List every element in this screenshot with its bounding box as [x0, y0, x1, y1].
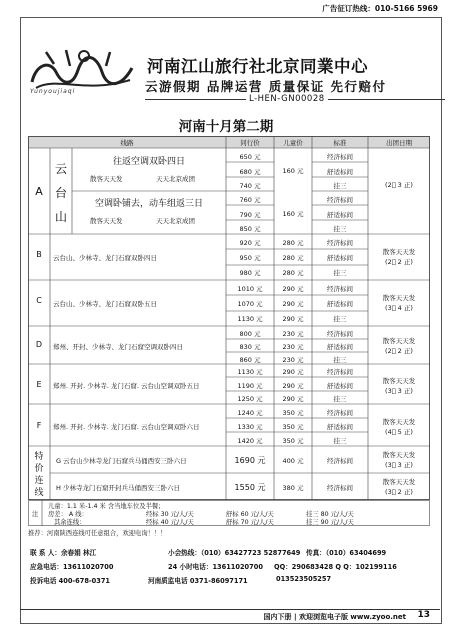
special-label-char: 连	[34, 476, 44, 486]
price-cell: 1330 元	[237, 423, 263, 431]
col-header-price: 同行价	[240, 139, 260, 147]
group-letter-a: A	[35, 185, 43, 198]
standard-cell: 经济标间	[327, 330, 353, 338]
price-cell: 860 元	[239, 356, 261, 364]
place-char: 云	[54, 162, 67, 176]
route-title: 云台山、少林寺、龙门石窟双卧五日	[53, 300, 157, 308]
dates-cell: 散客天天发	[382, 451, 416, 459]
price-cell: 650 元	[239, 153, 261, 161]
child-price-cell: 350 元	[282, 409, 304, 417]
price-cell: 760 元	[239, 196, 261, 204]
child-price-cell: 230 元	[282, 343, 304, 351]
standard-cell: 挂三	[333, 437, 347, 445]
col-header-child-price: 儿童价	[283, 139, 303, 147]
child-price-cell: 280 元	[282, 254, 304, 262]
group-letter-e: E	[36, 380, 42, 389]
contact-complaint: 投诉电话 400-678-0371	[30, 577, 111, 585]
col-header-route: 线路	[120, 139, 134, 147]
route-note: 散客天天发	[90, 217, 123, 225]
price-cell: 790 元	[239, 211, 261, 219]
place-char: 山	[54, 210, 67, 224]
dates-cell: (3⃣ 3 正)	[385, 461, 413, 469]
tour-price-table	[28, 136, 430, 500]
price-cell: 1420 元	[237, 437, 263, 445]
standard-cell: 舒适标间	[327, 423, 353, 431]
dates-cell: 散客天天发	[382, 377, 416, 385]
dates-cell: (2⃣ 2 正)	[385, 258, 413, 266]
child-price-cell: 400 元	[282, 457, 304, 465]
standard-cell: 舒适标间	[327, 168, 353, 176]
price-cell: 1550 元	[234, 483, 266, 492]
price-cell: 1250 元	[237, 395, 263, 403]
child-price-cell: 380 元	[282, 484, 304, 492]
standard-cell: 经济标间	[327, 285, 353, 293]
footer-divider	[20, 609, 440, 610]
child-price-cell: 350 元	[282, 423, 304, 431]
agency-slogan: 云游假期 品牌运营 质量保证 先行赔付	[145, 79, 387, 94]
child-price-cell: 230 元	[282, 330, 304, 338]
price-cell: 850 元	[239, 225, 261, 233]
contact-mobile: 013523505257	[276, 575, 332, 583]
price-cell: 740 元	[239, 182, 261, 190]
dates-cell: (2⃣ 3 正)	[385, 181, 413, 189]
standard-cell: 挂三	[333, 315, 347, 323]
special-label-char: 特	[34, 452, 44, 462]
child-price-cell: 290 元	[282, 382, 304, 390]
group-letter-f: F	[36, 421, 42, 430]
col-header-dates: 出团日期	[386, 139, 412, 147]
price-cell: 830 元	[239, 343, 261, 351]
child-price-cell: 290 元	[282, 315, 304, 323]
recommend-note: 推荐：河南陕西连线可任意组合，欢迎电询！！！	[28, 530, 167, 537]
child-price-cell: 230 元	[282, 356, 304, 364]
route-title: H 少林寺龙门石窟开封兵马俑西安三卧六日	[56, 484, 180, 492]
price-cell: 1130 元	[237, 368, 263, 376]
standard-cell: 经济标间	[327, 239, 353, 247]
notes-line: 经标 40 元/人/天	[146, 519, 194, 526]
route-title: 云台山、少林寺、龙门石窟双卧四日	[53, 254, 157, 262]
notes-line: 挂三 80 元/人/天	[306, 511, 354, 518]
notes-line: 舒标 70 元/人/天	[226, 519, 274, 526]
dates-cell: 散客天天发	[382, 337, 416, 345]
route-title: 郑州. 开封. 少林寺. 龙门石窟. 云台山空调双卧六日	[53, 423, 200, 431]
child-price-cell: 280 元	[282, 239, 304, 247]
permit-number: L-HEN-GN00028	[246, 94, 328, 104]
ad-hotline: 广告征订热线：010-5166 5969	[322, 4, 438, 13]
price-cell: 1010 元	[237, 285, 263, 293]
standard-cell: 舒适标间	[327, 343, 353, 351]
notes-line: 房差： A 线：	[48, 511, 88, 518]
standard-cell: 挂三	[333, 225, 347, 233]
footer-text: 国内下册 | 欢迎浏览电子版 www.zyoo.net	[263, 613, 406, 621]
price-cell: 980 元	[239, 269, 261, 277]
price-cell: 680 元	[239, 168, 261, 176]
special-label-char: 价	[34, 464, 44, 474]
child-price-cell: 290 元	[282, 300, 304, 308]
price-cell: 920 元	[239, 239, 261, 247]
page-number: 13	[417, 610, 430, 620]
standard-cell: 经济标间	[327, 409, 353, 417]
child-price-cell: 290 元	[282, 285, 304, 293]
notes-line: 舒标 60 元/人/天	[226, 511, 274, 518]
dates-cell: 散客天天发	[382, 294, 416, 302]
contact-quality: 河南质监电话 0371-86097171	[148, 577, 248, 585]
route-title: G 云台山少林寺龙门石窟兵马俑西安三卧六日	[56, 457, 187, 465]
notes-line: 经标 30 元/人/天	[146, 511, 194, 518]
place-char: 台	[54, 186, 67, 200]
standard-cell: 舒适标间	[327, 211, 353, 219]
standard-cell: 舒适标间	[327, 300, 353, 308]
dates-cell: (3⃣ 3 正)	[385, 387, 413, 395]
price-cell: 950 元	[239, 254, 261, 262]
col-header-standard: 标准	[333, 139, 347, 147]
logo-subtitle: Yunyoujiaqi	[30, 88, 76, 95]
dates-cell: 散客天天发	[382, 478, 416, 486]
notes-line: 其余连线：	[54, 519, 86, 526]
standard-cell: 挂三	[333, 269, 347, 277]
route-title: 空调卧铺去，动车组返三日	[94, 199, 203, 209]
notes-label: 注	[32, 511, 39, 518]
standard-cell: 经济标间	[327, 484, 353, 492]
route-note: 散客天天发	[90, 175, 123, 183]
page-title: 河南十月第二期	[178, 119, 274, 135]
dates-cell: (3⃣ 2 正)	[385, 488, 413, 496]
standard-cell: 经济标间	[327, 196, 353, 204]
notes-line: 挂三 90 元/人/天	[306, 519, 354, 526]
route-title: 郑州、开封、少林寺、龙门石窟空调双卧四日	[53, 343, 183, 351]
dates-cell: (2⃣ 2 正)	[385, 347, 413, 355]
price-cell: 1070 元	[237, 300, 263, 308]
price-cell: 1240 元	[237, 409, 263, 417]
standard-cell: 舒适标间	[327, 382, 353, 390]
standard-cell: 舒适标间	[327, 254, 353, 262]
group-letter-c: C	[36, 296, 42, 305]
child-price-cell: 160 元	[282, 210, 304, 218]
standard-cell: 挂三	[333, 182, 347, 190]
child-price-cell: 350 元	[282, 437, 304, 445]
route-title: 往返空调双卧四日	[112, 157, 185, 167]
route-title: 郑州. 开封. 少林寺. 龙门石窟. 云台山空调双卧五日	[53, 382, 200, 390]
price-cell: 800 元	[239, 330, 261, 338]
child-price-cell: 160 元	[282, 167, 304, 175]
standard-cell: 挂三	[333, 356, 347, 364]
special-label-char: 线	[34, 488, 44, 498]
price-cell: 1690 元	[234, 456, 266, 465]
route-note: 天天北京成团	[156, 175, 195, 183]
price-cell: 1130 元	[237, 315, 263, 323]
contact-people: 联 系 人：余春娟 林江	[30, 549, 97, 557]
contact-emergency: 应急电话：13611020700	[30, 563, 114, 571]
dates-cell: (4⃣ 5 正)	[385, 428, 413, 436]
dates-cell: 散客天天发	[382, 418, 416, 426]
child-price-cell: 280 元	[282, 269, 304, 277]
contact-hotline: 小会热线：（010）63427723 52877649	[168, 549, 301, 557]
contact-fax: 传真：（010）63404699	[306, 549, 387, 557]
contact-24h: 24 小时电话：13611020700	[168, 563, 263, 571]
standard-cell: 经济标间	[327, 457, 353, 465]
standard-cell: 经济标间	[327, 153, 353, 161]
dates-cell: (3⃣ 4 正)	[385, 304, 413, 312]
route-note: 天天北京成团	[156, 217, 195, 225]
agency-name: 河南江山旅行社北京同業中心	[147, 57, 368, 76]
contact-qq: QQ：290683428 Q Q：102199116	[274, 563, 397, 571]
standard-cell: 经济标间	[327, 368, 353, 376]
dates-cell: 散客天天发	[382, 248, 416, 256]
child-price-cell: 290 元	[282, 395, 304, 403]
group-letter-d: D	[35, 340, 43, 349]
group-letter-b: B	[36, 250, 42, 259]
child-price-cell: 290 元	[282, 368, 304, 376]
price-cell: 1190 元	[237, 382, 263, 390]
standard-cell: 挂三	[333, 395, 347, 403]
notes-line: 儿童：1.1 米-1.4 米 含当地车位及半餐；	[48, 503, 165, 510]
notes-section	[28, 500, 430, 526]
